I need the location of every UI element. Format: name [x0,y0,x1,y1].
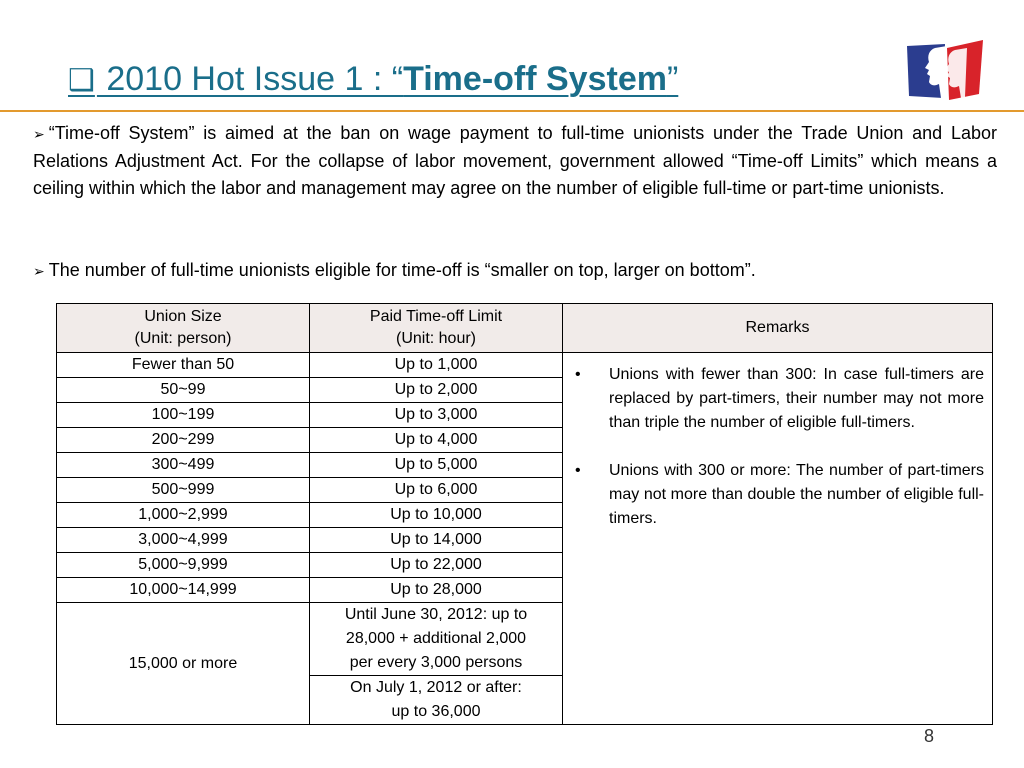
title-suffix: ” [666,60,679,98]
limit-cell: Up to 10,000 [310,503,563,528]
face-profile-logo-icon [905,38,985,102]
union-size-cell: 200~299 [57,428,310,453]
limit-line: Until June 30, 2012: up to [344,606,528,623]
header-text: Paid Time-off Limit [369,308,503,325]
page-number: 8 [924,726,935,746]
limit-cell: Up to 14,000 [310,528,563,553]
header-text: Union Size [144,308,222,325]
bullet-paragraph-2 [33,257,997,285]
bullet-paragraph-1 [33,120,997,202]
checkbox-bullet-icon: ❑ [68,64,95,97]
limit-line: 28,000 + additional 2,000 [345,630,527,647]
limit-cell: Up to 22,000 [310,553,563,578]
bullet-text: “Time-off System” is aimed at the ban on wage payment to full-time unionists under the Trade Union and Labor Relations Adjustment Act. For the collapse of labor movement, government allowed “Time-off Limits” which means a ceiling within which the labor and management may agree on the number of eligible full-time or part-time unionists. [33,123,997,198]
union-size-cell: 5,000~9,999 [57,553,310,578]
slide-title [68,60,678,99]
limit-line: per every 3,000 persons [349,654,523,671]
limit-cell [310,676,563,725]
union-size-cell: 15,000 or more [57,603,310,725]
union-size-cell: Fewer than 50 [57,353,310,378]
union-size-cell: 3,000~4,999 [57,528,310,553]
limit-cell: Up to 2,000 [310,378,563,403]
header-union-size [57,304,310,353]
limit-cell: Up to 4,000 [310,428,563,453]
limit-cell: Up to 3,000 [310,403,563,428]
title-divider [0,110,1024,112]
remarks-list [571,363,984,531]
title-prefix: 2010 Hot Issue 1 : “ [96,60,404,98]
limit-cell: Up to 28,000 [310,578,563,603]
header-remarks: Remarks [563,304,993,353]
union-size-cell: 10,000~14,999 [57,578,310,603]
limit-cell: Up to 1,000 [310,353,563,378]
header-unit: (Unit: hour) [395,330,477,347]
table-row [57,353,993,378]
arrow-bullet-icon: ➢ [33,263,45,279]
limit-cell: Up to 6,000 [310,478,563,503]
remark-item: • Unions with 300 or more: The number of part-timers may not more than double the number of eligible full-timers. [571,459,984,531]
limit-line: On July 1, 2012 or after: [350,679,522,696]
union-size-cell: 500~999 [57,478,310,503]
time-off-limit-table [56,303,993,725]
limit-cell [310,603,563,676]
remark-item: • Unions with fewer than 300: In case full-timers are replaced by part-timers, their number may not more than triple the number of eligible full-timers. [571,363,984,435]
title-bold: Time-off System [403,60,667,98]
table-header-row [57,304,993,353]
arrow-bullet-icon: ➢ [33,126,45,142]
union-size-cell: 300~499 [57,453,310,478]
remarks-cell [563,353,993,725]
bullet-text: The number of full-time unionists eligible for time-off is “smaller on top, larger on bottom”. [48,260,756,280]
header-paid-limit [310,304,563,353]
union-size-cell: 50~99 [57,378,310,403]
limit-line: up to 36,000 [391,703,481,720]
header-unit: (Unit: person) [134,330,232,347]
union-size-cell: 1,000~2,999 [57,503,310,528]
limit-cell: Up to 5,000 [310,453,563,478]
union-size-cell: 100~199 [57,403,310,428]
